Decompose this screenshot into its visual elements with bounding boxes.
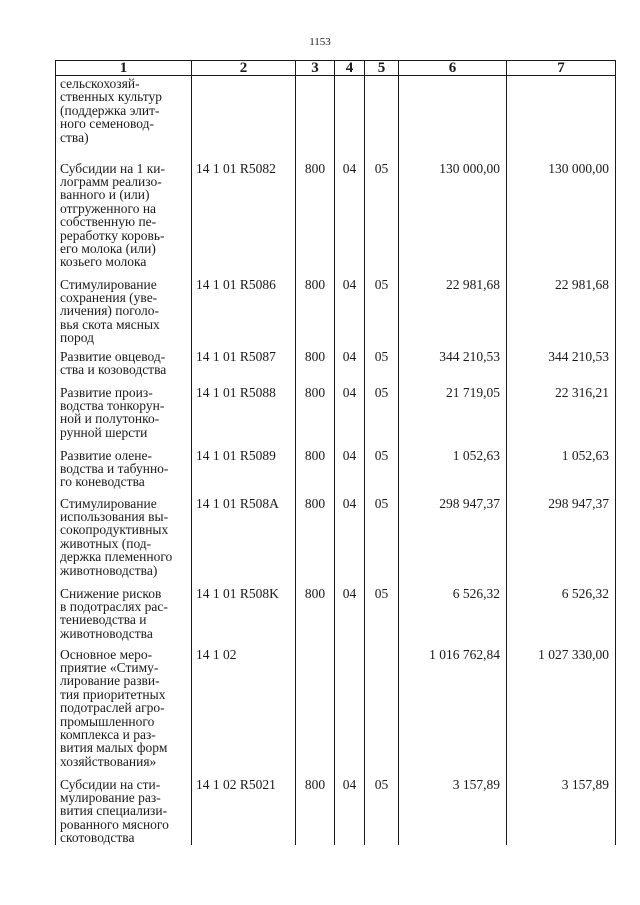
row-col5: 05 bbox=[365, 583, 399, 644]
row-col3: 800 bbox=[296, 346, 335, 382]
row-name: сельскохозяй- ственных культур (поддержка элит- ного семеновод- ства) bbox=[56, 76, 192, 158]
row-value-6 bbox=[399, 76, 507, 158]
row-name: Развитие овцевод- ства и козоводства bbox=[56, 346, 192, 382]
row-col4: 04 bbox=[335, 382, 365, 445]
column-header-6: 6 bbox=[399, 61, 507, 76]
row-value-6: 22 981,68 bbox=[399, 274, 507, 346]
budget-table bbox=[55, 60, 616, 845]
row-col4: 04 bbox=[335, 274, 365, 346]
row-code: 14 1 01 R5088 bbox=[192, 382, 296, 445]
row-value-7: 1 052,63 bbox=[507, 445, 616, 493]
row-name: Стимулирование использования вы- сокопродуктивных животных (под- держка племенного животноводства) bbox=[56, 493, 192, 583]
row-value-6: 344 210,53 bbox=[399, 346, 507, 382]
row-value-6: 1 016 762,84 bbox=[399, 644, 507, 774]
row-code: 14 1 01 R5082 bbox=[192, 158, 296, 274]
row-col4: 04 bbox=[335, 346, 365, 382]
row-col3: 800 bbox=[296, 445, 335, 493]
row-col3: 800 bbox=[296, 158, 335, 274]
table-row bbox=[56, 76, 616, 158]
row-name: Субсидии на сти- мулирование раз- вития специализи- рованного мясного скотоводства bbox=[56, 774, 192, 845]
row-name: Развитие олене- водства и табунно- го коневодства bbox=[56, 445, 192, 493]
row-col3 bbox=[296, 76, 335, 158]
row-col5: 05 bbox=[365, 346, 399, 382]
table-header-row bbox=[56, 61, 616, 76]
column-header-3: 3 bbox=[296, 61, 335, 76]
row-value-7: 298 947,37 bbox=[507, 493, 616, 583]
row-col4 bbox=[335, 644, 365, 774]
row-col3: 800 bbox=[296, 493, 335, 583]
row-value-7 bbox=[507, 76, 616, 158]
column-header-2: 2 bbox=[192, 61, 296, 76]
row-value-6: 298 947,37 bbox=[399, 493, 507, 583]
row-value-7: 22 316,21 bbox=[507, 382, 616, 445]
row-col4 bbox=[335, 76, 365, 158]
row-code bbox=[192, 76, 296, 158]
row-col4: 04 bbox=[335, 774, 365, 845]
row-value-7: 22 981,68 bbox=[507, 274, 616, 346]
table-row bbox=[56, 274, 616, 346]
row-code: 14 1 02 bbox=[192, 644, 296, 774]
row-name: Основное меро- приятие «Стиму- лирование разви- тия приоритетных подотраслей агро- промышленного комплекса и раз- вития малых форм хозяйствования» bbox=[56, 644, 192, 774]
row-value-6: 21 719,05 bbox=[399, 382, 507, 445]
row-value-7: 344 210,53 bbox=[507, 346, 616, 382]
row-col5 bbox=[365, 644, 399, 774]
row-value-6: 1 052,63 bbox=[399, 445, 507, 493]
row-value-7: 1 027 330,00 bbox=[507, 644, 616, 774]
row-code: 14 1 01 R5086 bbox=[192, 274, 296, 346]
page-number: 1153 bbox=[309, 36, 331, 48]
table-row bbox=[56, 445, 616, 493]
row-code: 14 1 01 R508A bbox=[192, 493, 296, 583]
row-value-7: 130 000,00 bbox=[507, 158, 616, 274]
row-value-7: 3 157,89 bbox=[507, 774, 616, 845]
row-name: Субсидии на 1 ки- лограмм реализо- ванного и (или) отгруженного на собственную пе- реработку коровь- его молока (или) козьего молока bbox=[56, 158, 192, 274]
row-name: Снижение рисков в подотраслях рас- тениеводства и животноводства bbox=[56, 583, 192, 644]
row-col4: 04 bbox=[335, 583, 365, 644]
budget-table-container bbox=[55, 60, 615, 845]
row-name: Развитие произ- водства тонкорун- ной и полутонко- рунной шерсти bbox=[56, 382, 192, 445]
row-value-7: 6 526,32 bbox=[507, 583, 616, 644]
row-value-6: 6 526,32 bbox=[399, 583, 507, 644]
row-code: 14 1 01 R5089 bbox=[192, 445, 296, 493]
row-col3 bbox=[296, 644, 335, 774]
row-col5: 05 bbox=[365, 382, 399, 445]
row-col5: 05 bbox=[365, 774, 399, 845]
table-row bbox=[56, 644, 616, 774]
table-row bbox=[56, 346, 616, 382]
row-col5: 05 bbox=[365, 274, 399, 346]
row-col3: 800 bbox=[296, 583, 335, 644]
table-row bbox=[56, 774, 616, 845]
column-header-5: 5 bbox=[365, 61, 399, 76]
row-code: 14 1 02 R5021 bbox=[192, 774, 296, 845]
row-col5 bbox=[365, 76, 399, 158]
table-row bbox=[56, 583, 616, 644]
row-col4: 04 bbox=[335, 493, 365, 583]
column-header-7: 7 bbox=[507, 61, 616, 76]
column-header-4: 4 bbox=[335, 61, 365, 76]
row-col5: 05 bbox=[365, 493, 399, 583]
row-code: 14 1 01 R508K bbox=[192, 583, 296, 644]
row-col4: 04 bbox=[335, 158, 365, 274]
row-name: Стимулирование сохранения (уве- личения) поголо- вья скота мясных пород bbox=[56, 274, 192, 346]
row-col3: 800 bbox=[296, 382, 335, 445]
column-header-1: 1 bbox=[56, 61, 192, 76]
row-col3: 800 bbox=[296, 274, 335, 346]
row-value-6: 3 157,89 bbox=[399, 774, 507, 845]
row-col4: 04 bbox=[335, 445, 365, 493]
row-value-6: 130 000,00 bbox=[399, 158, 507, 274]
table-row bbox=[56, 493, 616, 583]
table-row bbox=[56, 382, 616, 445]
row-code: 14 1 01 R5087 bbox=[192, 346, 296, 382]
table-row bbox=[56, 158, 616, 274]
row-col3: 800 bbox=[296, 774, 335, 845]
row-col5: 05 bbox=[365, 445, 399, 493]
row-col5: 05 bbox=[365, 158, 399, 274]
